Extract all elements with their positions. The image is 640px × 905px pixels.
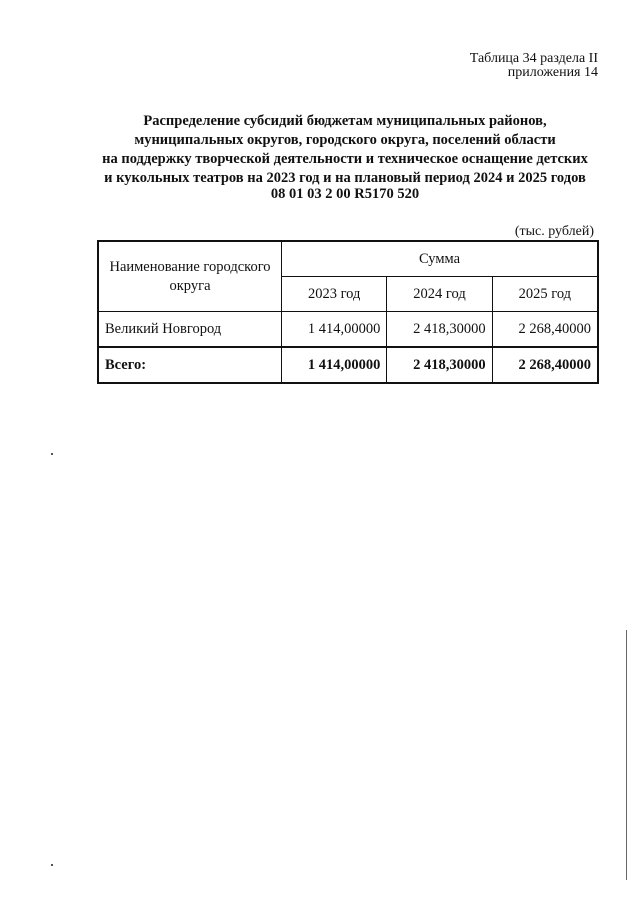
unit-label: (тыс. рублей)	[514, 224, 594, 239]
title-line-3: на поддержку творческой деятельности и техническое оснащение детских	[102, 151, 588, 167]
header-sum: Сумма	[282, 241, 598, 277]
row-value-2025: 2 268,40000	[492, 312, 598, 348]
table-reference	[470, 52, 598, 80]
appendix-reference-line: приложения 14	[507, 65, 598, 80]
header-year-2025: 2025 год	[492, 277, 598, 312]
row-district-name: Великий Новгород	[98, 312, 282, 348]
document-title	[0, 112, 640, 188]
header-year-2024: 2024 год	[387, 277, 492, 312]
scan-speck	[51, 453, 53, 455]
table-reference-line: Таблица 34 раздела II	[469, 51, 598, 66]
title-line-2: муниципальных округов, городского округа, поселений области	[134, 132, 556, 148]
total-label: Всего:	[98, 347, 282, 383]
row-value-2024: 2 418,30000	[387, 312, 492, 348]
title-line-1: Распределение субсидий бюджетам муниципальных районов,	[143, 113, 547, 129]
table-total-row	[98, 347, 598, 383]
title-line-4: и кукольных театров на 2023 год и на плановый период 2024 и 2025 годов	[104, 170, 586, 186]
total-value-2023: 1 414,00000	[282, 347, 387, 383]
budget-classification-code: 08 01 03 2 00 R5170 520	[270, 186, 420, 202]
scan-edge-line	[626, 630, 627, 880]
row-value-2023: 1 414,00000	[282, 312, 387, 348]
header-district-name: Наименование городского округа	[98, 241, 282, 312]
table-row	[98, 312, 598, 348]
total-value-2024: 2 418,30000	[387, 347, 492, 383]
scan-speck	[51, 864, 53, 866]
table-header-row	[98, 241, 598, 277]
total-value-2025: 2 268,40000	[492, 347, 598, 383]
header-year-2023: 2023 год	[282, 277, 387, 312]
subsidy-table	[97, 240, 599, 384]
